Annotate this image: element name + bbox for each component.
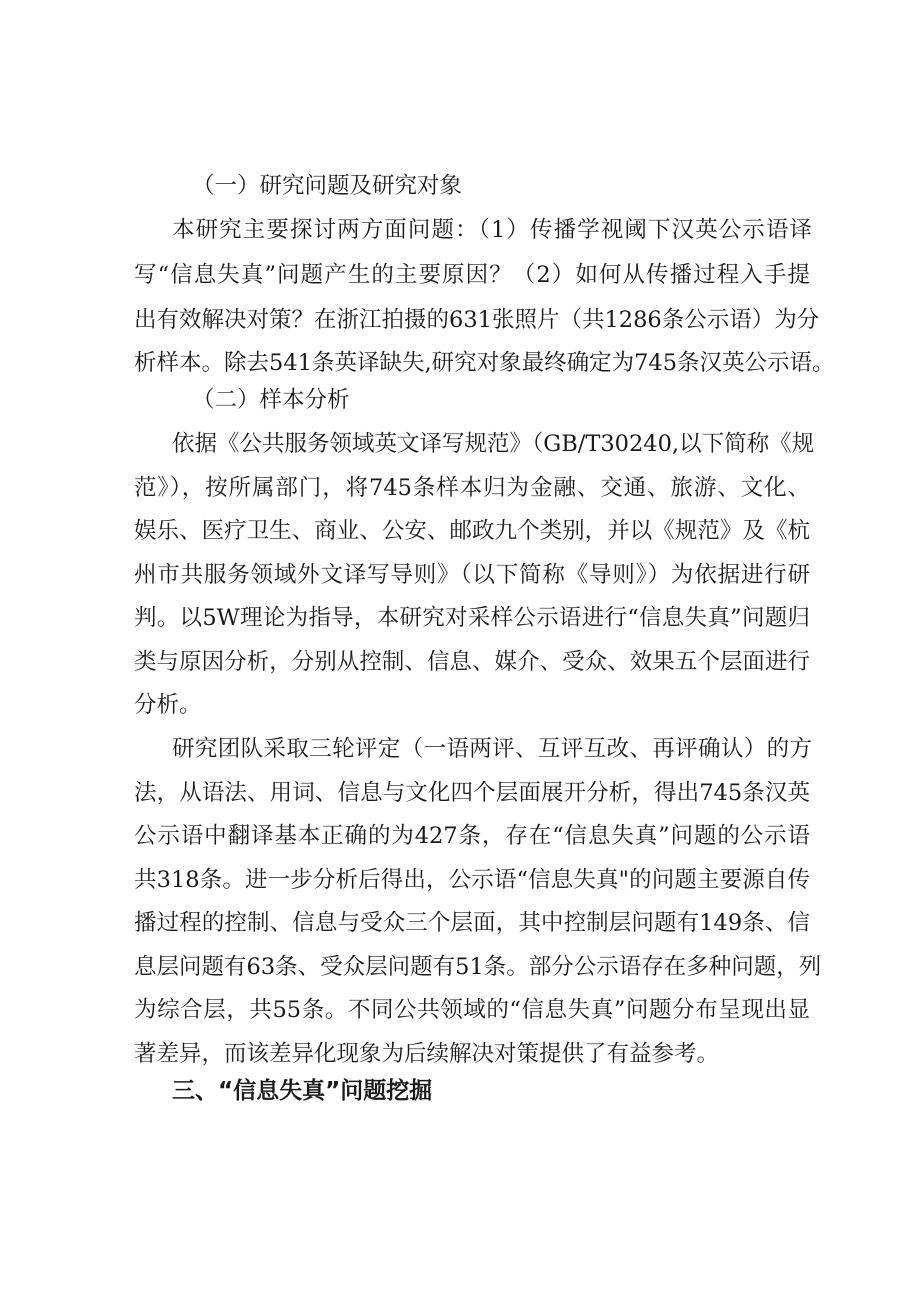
paragraph-line: 研究团队采取三轮评定（一语两评、互评互改、再评确认）的方	[172, 736, 812, 762]
paragraph-line: 法，从语法、用词、信息与文化四个层面展开分析，得出745条汉英	[134, 780, 810, 806]
paragraph-line: 写“信息失真”问题产生的主要原因？（2）如何从传播过程入手提	[134, 262, 810, 288]
paragraph-line: 公示语中翻译基本正确的为427条，存在“信息失真”问题的公示语	[134, 823, 810, 849]
paragraph-line: 为综合层，共55条。不同公共领域的“信息失真”问题分布呈现出显	[134, 997, 810, 1023]
paragraph-line: 州市共服务领域外文译写导则》（以下简称《导则》）为依据进行研	[134, 562, 810, 588]
paragraph-line: 范》），按所属部门，将745条样本归为金融、交通、旅游、文化、	[134, 475, 810, 501]
paragraph-line: 出有效解决对策？在浙江拍摄的631张照片（共1286条公示语）为分	[134, 307, 820, 333]
paragraph-line: 析样本。除去541条英译缺失,研究对象最终确定为745条汉英公示语。	[134, 350, 835, 376]
paragraph-line: 共318条。进一步分析后得出，公示语“信息失真"的问题主要源自传	[134, 867, 810, 893]
paragraph-line: 判。以5W理论为指导，本研究对采样公示语进行“信息失真”问题归	[134, 605, 810, 631]
paragraph-line: 著差异，而该差异化现象为后续解决对策提供了有益参考。	[134, 1041, 720, 1067]
paragraph-line: 本研究主要探讨两方面问题：（1）传播学视阈下汉英公示语译	[172, 217, 812, 243]
section-heading-sample-analysis: （二）样本分析	[192, 387, 350, 413]
paragraph-line: 依据《公共服务领域英文译写规范》（GB/T30240,以下简称《规	[172, 431, 815, 457]
paragraph-line: 播过程的控制、信息与受众三个层面，其中控制层问题有149条、信	[134, 910, 810, 936]
paragraph-line: 类与原因分析，分别从控制、信息、媒介、受众、效果五个层面进行	[134, 649, 810, 675]
paragraph-line: 娱乐、医疗卫生、商业、公安、邮政九个类别，并以《规范》及《杭	[134, 518, 810, 544]
paragraph-line: 分析。	[134, 692, 202, 718]
paragraph-line: 息层问题有63条、受众层问题有51条。部分公示语存在多种问题，列	[134, 954, 822, 980]
section-heading-research-questions: （一）研究问题及研究对象	[192, 173, 463, 199]
section-heading-information-distortion: 三、“信息失真”问题挖掘	[172, 1078, 433, 1104]
